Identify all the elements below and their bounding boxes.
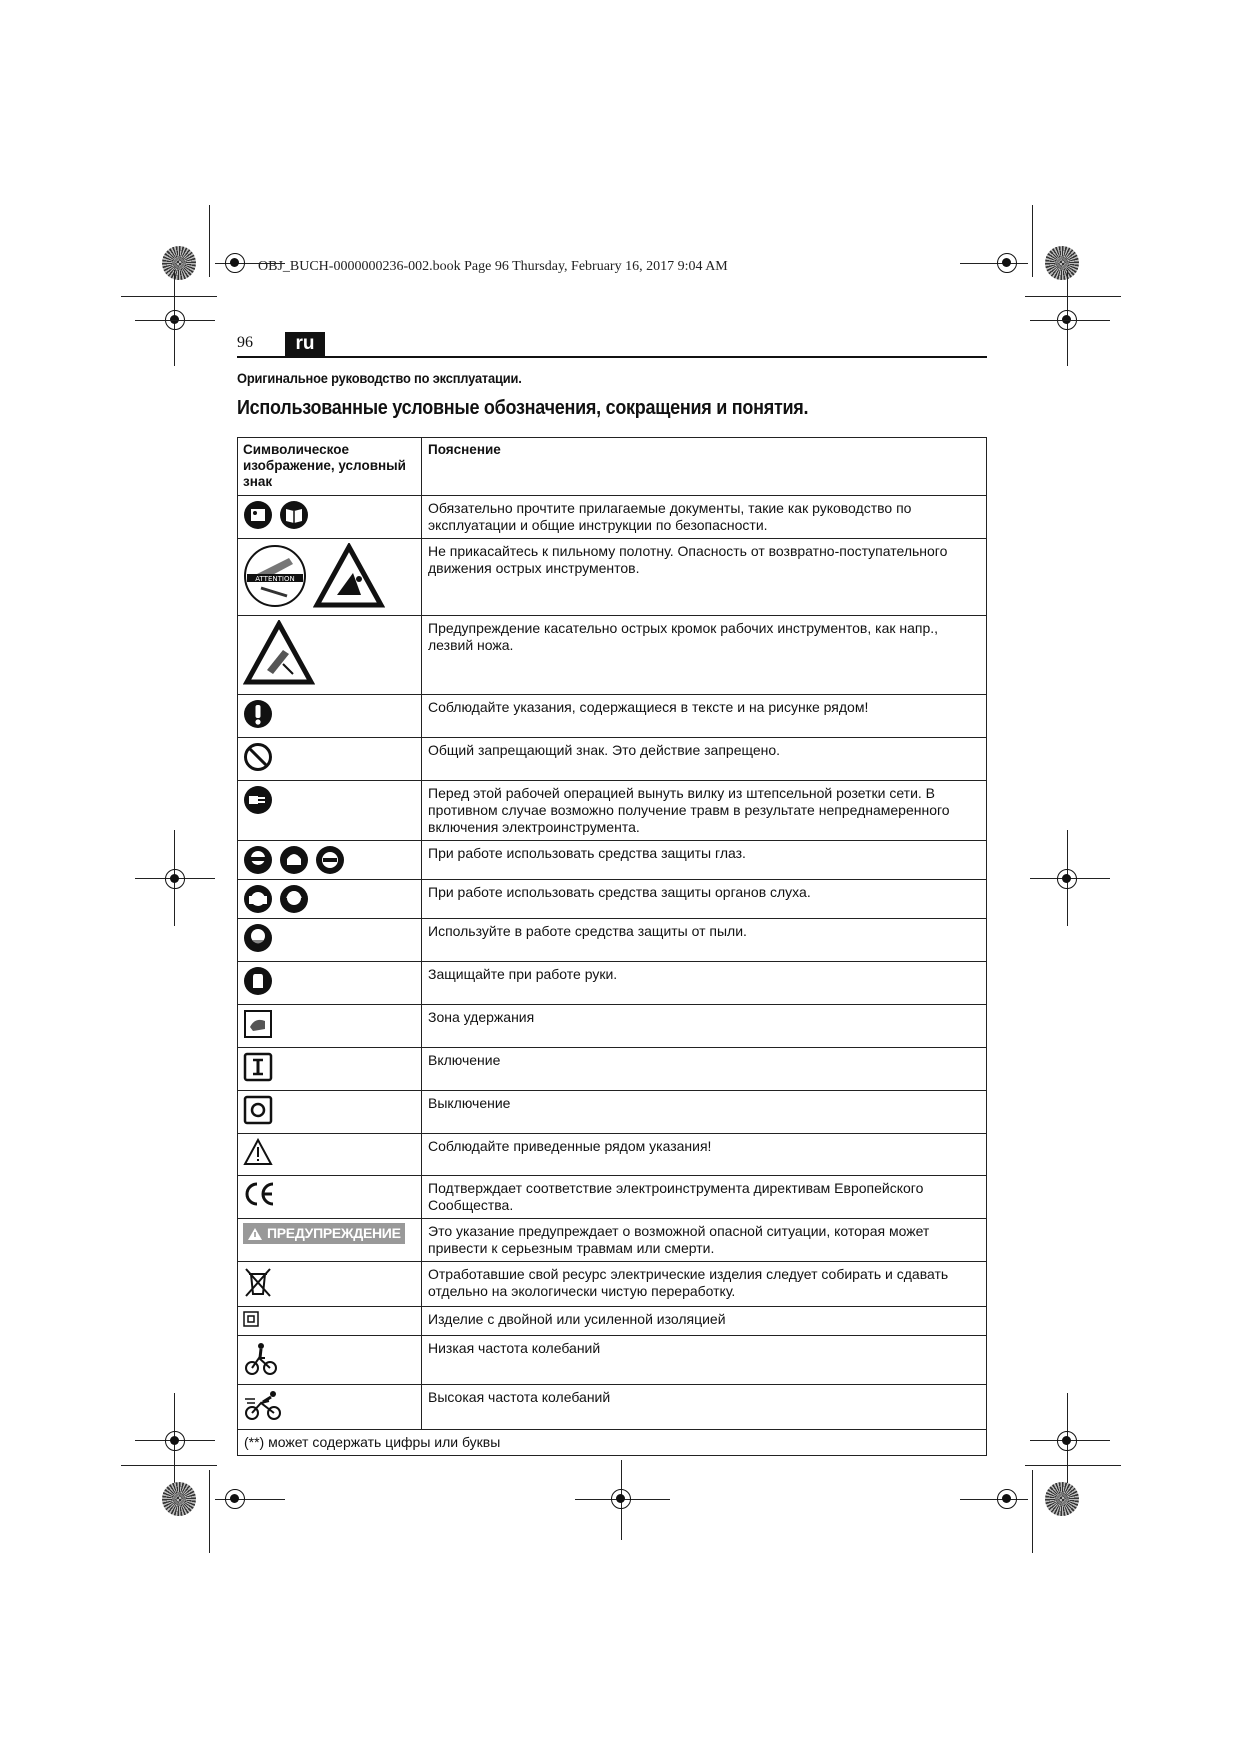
table-row: [238, 496, 987, 539]
face-shield-icon: [279, 845, 309, 875]
row-text: Предупреждение касательно острых кромок рабочих инструментов, как напр., лезвий ножа.: [422, 616, 987, 695]
symbols-table: [237, 437, 987, 1456]
table-row: [238, 1307, 987, 1336]
table-footnote-row: [238, 1430, 987, 1456]
weee-bin-icon: [243, 1266, 273, 1298]
row-text: Подтверждает соответствие электроинструмента директивам Европейского Сообщества.: [422, 1176, 987, 1219]
ce-mark-icon: [243, 1180, 277, 1208]
table-row: [238, 1336, 987, 1385]
language-tab: ru: [285, 332, 325, 356]
low-vibration-icon: [243, 1340, 279, 1376]
warning-label: [243, 1223, 405, 1244]
table-row: [238, 616, 987, 695]
table-row: [238, 1005, 987, 1048]
row-text: Низкая частота колебаний: [422, 1336, 987, 1385]
book-header: OBJ_BUCH-0000000236-002.book Page 96 Thursday, February 16, 2017 9:04 AM: [258, 259, 728, 274]
section-title: Использованные условные обозначения, сокращения и понятия.: [237, 397, 809, 419]
header-rule: [237, 356, 987, 358]
row-text: Используйте в работе средства защиты от пыли.: [422, 919, 987, 962]
table-row: [238, 539, 987, 616]
row-text: Общий запрещающий знак. Это действие запрещено.: [422, 738, 987, 781]
table-row: [238, 738, 987, 781]
gloves-icon: [243, 966, 273, 996]
row-text: Зона удержания: [422, 1005, 987, 1048]
mandatory-action-icon: [243, 699, 273, 729]
high-vibration-icon: [243, 1389, 283, 1421]
table-row: [238, 919, 987, 962]
row-text: Включение: [422, 1048, 987, 1091]
table-row: [238, 1262, 987, 1307]
read-manual-icon: [243, 500, 273, 530]
row-text: Не прикасайтесь к пильному полотну. Опасность от возвратно-поступательного движения острых инструментов.: [422, 539, 987, 616]
row-text: Перед этой рабочей операцией вынуть вилку из штепсельной розетки сети. В противном случае возможно получение травм в результате непреднамеренного включения электроинструмента.: [422, 781, 987, 841]
switch-on-icon: [243, 1052, 273, 1082]
table-row: [238, 880, 987, 919]
sharp-edges-warning-icon: [243, 620, 315, 686]
warning-label-triangle-icon: [247, 1227, 263, 1241]
table-row: [238, 1048, 987, 1091]
table-row: [238, 962, 987, 1005]
page-number: 96: [237, 334, 253, 351]
table-row: [238, 1385, 987, 1430]
table-row: [238, 1176, 987, 1219]
row-text: Соблюдайте приведенные рядом указания!: [422, 1134, 987, 1176]
row-text: Высокая частота колебаний: [422, 1385, 987, 1430]
protective-glasses-icon: [315, 845, 345, 875]
table-header-row: [238, 438, 987, 496]
prohibition-icon: [243, 742, 273, 772]
row-text: При работе использовать средства защиты органов слуха.: [422, 880, 987, 919]
row-text: Соблюдайте указания, содержащиеся в тексте и на рисунке рядом!: [422, 695, 987, 738]
document-subtitle: Оригинальное руководство по эксплуатации.: [237, 370, 522, 386]
double-insulation-icon: [243, 1311, 259, 1327]
table-row: [238, 1219, 987, 1262]
table-row: [238, 841, 987, 880]
col-symbol-header: Символическое изображение, условный знак: [238, 438, 422, 496]
row-text: Обязательно прочтите прилагаемые документы, такие как руководство по эксплуатации и общие инструкции по безопасности.: [422, 496, 987, 539]
row-text: Отработавшие свой ресурс электрические изделия следует собирать и сдавать отдельно на экологически чистую переработку.: [422, 1262, 987, 1307]
table-row: [238, 695, 987, 738]
table-row: [238, 1091, 987, 1134]
manual-book-icon: [279, 500, 309, 530]
warning-triangle-icon: [243, 1138, 273, 1166]
attention-saw-blade-icon: [243, 544, 307, 608]
row-text: При работе использовать средства защиты глаз.: [422, 841, 987, 880]
table-row: [238, 1134, 987, 1176]
row-text: Это указание предупреждает о возможной опасной ситуации, которая может привести к серьезным травмам или смерти.: [422, 1219, 987, 1262]
unplug-icon: [243, 785, 273, 815]
ear-protection-icon: [279, 884, 309, 914]
dust-mask-icon: [243, 923, 273, 953]
ear-muffs-icon: [243, 884, 273, 914]
warning-label-text: ПРЕДУПРЕЖДЕНИЕ: [267, 1225, 401, 1241]
row-text: Выключение: [422, 1091, 987, 1134]
grip-area-icon: [243, 1009, 273, 1039]
table-row: [238, 781, 987, 841]
row-text: Защищайте при работе руки.: [422, 962, 987, 1005]
table-footnote: (**) может содержать цифры или буквы: [238, 1430, 987, 1456]
col-explanation-header: Пояснение: [422, 438, 987, 496]
svg-text:ATTENTION: ATTENTION: [255, 575, 295, 583]
switch-off-icon: [243, 1095, 273, 1125]
flying-debris-warning-icon: [313, 543, 385, 609]
row-text: Изделие с двойной или усиленной изоляцией: [422, 1307, 987, 1336]
safety-goggles-icon: [243, 845, 273, 875]
